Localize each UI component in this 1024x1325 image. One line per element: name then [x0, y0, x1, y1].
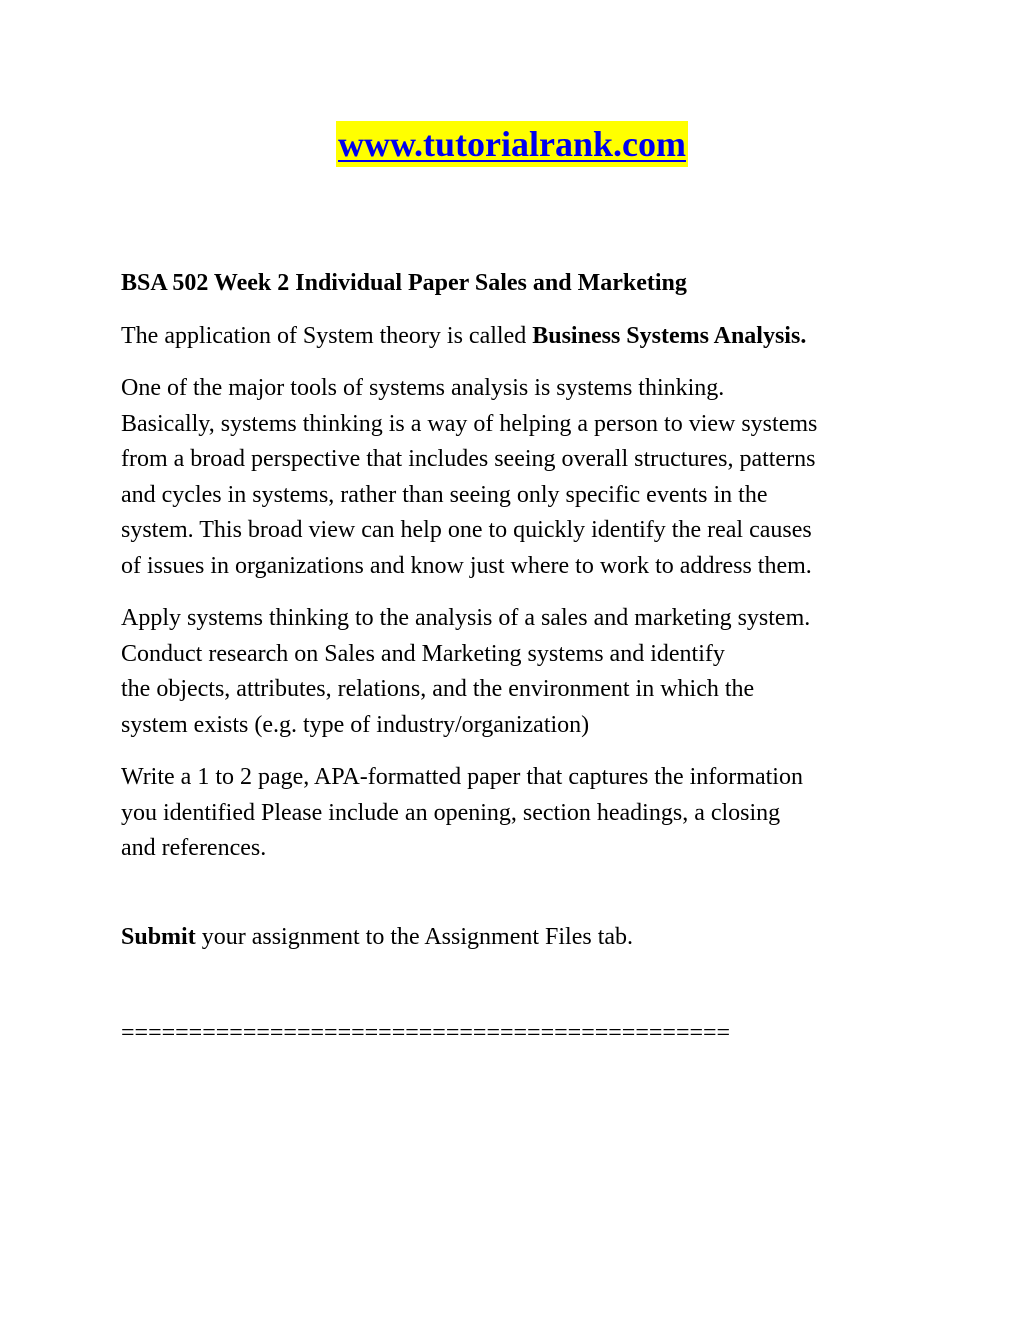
paragraph-line: Basically, systems thinking is a way of helping a person to view systems: [121, 410, 818, 437]
paragraph-write-paper: [121, 760, 921, 867]
separator-line: =============================================: [121, 1020, 731, 1046]
paragraph-line: system exists (e.g. type of industry/organization): [121, 711, 590, 738]
paragraph-line: from a broad perspective that includes seeing overall structures, patterns: [121, 446, 816, 472]
submit-text: your assignment to the Assignment Files tab.: [195, 923, 634, 950]
paragraph-line: and cycles in systems, rather than seeing only specific events in the: [121, 481, 768, 508]
site-link-container: [0, 121, 1024, 167]
paragraph-line: Write a 1 to 2 page, APA-formatted paper that captures the information: [121, 764, 803, 790]
paragraph-apply-systems: [121, 601, 921, 743]
paragraph-line: the objects, attributes, relations, and the environment in which the: [121, 676, 755, 702]
paragraph-systems-thinking: [121, 371, 921, 584]
paragraph-line: Apply systems thinking to the analysis of a sales and marketing system.: [121, 605, 811, 631]
intro-paragraph: [121, 319, 921, 355]
paragraph-line: Conduct research on Sales and Marketing systems and identify: [121, 640, 725, 667]
paragraph-line: One of the major tools of systems analysis is systems thinking.: [121, 375, 725, 401]
intro-text: The application of System theory is called: [121, 322, 533, 349]
submit-paragraph: [121, 920, 921, 956]
paragraph-line: system. This broad view can help one to quickly identify the real causes: [121, 517, 812, 543]
paragraph-line: of issues in organizations and know just where to work to address them.: [121, 552, 812, 579]
document-body: [121, 266, 921, 1069]
document-title: BSA 502 Week 2 Individual Paper Sales and Marketing: [121, 270, 687, 296]
submit-bold-text: Submit: [121, 923, 196, 950]
paragraph-line: and references.: [121, 835, 267, 861]
intro-bold-text: Business Systems Analysis.: [532, 322, 807, 349]
site-link[interactable]: www.tutorialrank.com: [336, 121, 688, 167]
paragraph-line: you identified Please include an opening, section headings, a closing: [121, 799, 781, 826]
